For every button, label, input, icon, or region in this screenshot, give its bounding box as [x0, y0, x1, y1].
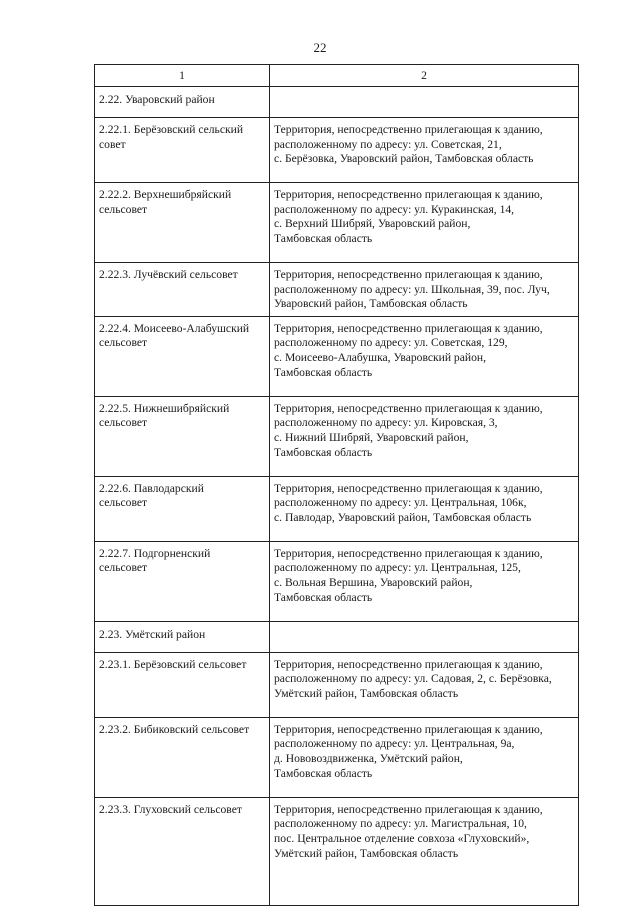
table-row	[95, 652, 579, 717]
cell-text-line: Территория, непосредственно прилегающая к зданию,	[274, 268, 543, 281]
table-row	[95, 396, 579, 476]
territory-description-cell	[270, 476, 579, 541]
municipality-cell	[95, 183, 270, 263]
cell-text-line: Уваровский район, Тамбовская область	[274, 297, 468, 311]
table-row	[95, 541, 579, 621]
territory-description-cell	[270, 316, 579, 396]
municipality-cell	[95, 118, 270, 183]
territory-description-cell	[270, 541, 579, 621]
cell-text-line: расположенному по адресу: ул. Куракинская, 14,	[274, 202, 515, 216]
table-row	[95, 263, 579, 317]
header-cell-1: 1	[95, 65, 270, 87]
cell-text-line: Территория, непосредственно прилегающая к зданию,	[274, 481, 543, 495]
table-row	[95, 183, 579, 263]
cell-text-line: 2.22.3. Лучёвский сельсовет	[99, 268, 238, 281]
cell-text-line: Территория, непосредственно прилегающая к зданию,	[274, 401, 543, 415]
table-row	[95, 316, 579, 396]
municipality-cell	[95, 87, 270, 118]
cell-text-line: с. Павлодар, Уваровский район, Тамбовская область	[274, 510, 532, 524]
cell-text-line: 2.23.2. Бибиковский сельсовет	[99, 722, 250, 736]
table-row	[95, 797, 579, 905]
municipality-cell	[95, 476, 270, 541]
cell-text-line: 2.22.2. Верхнешибряйский	[99, 188, 232, 201]
cell-text-line: Тамбовская область	[274, 445, 373, 459]
territory-description-cell	[270, 183, 579, 263]
cell-text-line: расположенному по адресу: ул. Кировская, 3,	[274, 416, 498, 430]
cell-text-line: с. Вольная Вершина, Уваровский район,	[274, 575, 473, 589]
cell-text-line: Территория, непосредственно прилегающая к зданию,	[274, 657, 543, 671]
table-row	[95, 118, 579, 183]
cell-text-line: Тамбовская область	[274, 766, 373, 780]
territory-description-cell	[270, 87, 579, 118]
cell-text-line: 2.22.1. Берёзовский сельский	[99, 123, 244, 136]
municipality-cell	[95, 621, 270, 652]
table-section-row	[95, 621, 579, 652]
cell-text-line: Территория, непосредственно прилегающая к зданию,	[274, 722, 543, 736]
cell-text-line: 2.22.5. Нижнешибряйский	[99, 401, 230, 415]
cell-text-line: Территория, непосредственно прилегающая к зданию,	[274, 123, 543, 136]
page-number: 22	[313, 40, 327, 55]
cell-text-line: расположенному по адресу: ул. Советская, 21,	[274, 137, 502, 151]
cell-text-line: Территория, непосредственно прилегающая к зданию,	[274, 802, 543, 816]
cell-text-line: Территория, непосредственно прилегающая к зданию,	[274, 188, 543, 201]
cell-text-line: совет	[99, 137, 126, 151]
cell-text-line: расположенному по адресу: ул. Центральная, 106к,	[274, 496, 527, 510]
cell-text-line: Умётский район, Тамбовская область	[274, 686, 459, 700]
cell-text-line: 2.22.6. Павлодарский	[99, 481, 204, 495]
table-row	[95, 476, 579, 541]
cell-text-line: с. Берёзовка, Уваровский район, Тамбовская область	[274, 152, 534, 166]
cell-text-line: расположенному по адресу: ул. Советская, 129,	[274, 336, 508, 350]
cell-text-line: 2.23.1. Берёзовский сельсовет	[99, 657, 247, 671]
cell-text-line: расположенному по адресу: ул. Магистральная, 10,	[274, 817, 527, 831]
territory-description-cell	[270, 396, 579, 476]
territory-description-cell	[270, 118, 579, 183]
territory-description-cell	[270, 652, 579, 717]
cell-text-line: Умётский район, Тамбовская область	[274, 846, 459, 860]
cell-text-line: Территория, непосредственно прилегающая к зданию,	[274, 546, 543, 560]
municipality-cell	[95, 652, 270, 717]
cell-text-line: сельсовет	[99, 496, 148, 510]
cell-text-line: Территория, непосредственно прилегающая к зданию,	[274, 321, 543, 335]
municipality-cell	[95, 541, 270, 621]
cell-text-line: пос. Центральное отделение совхоза «Глуховский»,	[274, 831, 530, 845]
cell-text-line: д. Нововоздвиженка, Умётский район,	[274, 751, 463, 765]
territory-description-cell	[270, 797, 579, 905]
cell-text-line: Тамбовская область	[274, 231, 373, 245]
territory-description-cell	[270, 717, 579, 797]
municipality-cell	[95, 396, 270, 476]
header-cell-2: 2	[270, 65, 579, 87]
municipality-cell	[95, 316, 270, 396]
cell-text-line: расположенному по адресу: ул. Центральная, 9а,	[274, 737, 515, 751]
municipality-cell	[95, 717, 270, 797]
table-section-row	[95, 87, 579, 118]
municipality-cell	[95, 797, 270, 905]
cell-text-line: сельсовет	[99, 202, 148, 216]
cell-text-line: расположенному по адресу: ул. Центральная, 125,	[274, 561, 521, 575]
territory-description-cell	[270, 263, 579, 317]
cell-text-line: 2.23.3. Глуховский сельсовет	[99, 802, 242, 816]
table-row	[95, 717, 579, 797]
cell-text-line: Тамбовская область	[274, 365, 373, 379]
cell-text-line: с. Моисеево-Алабушка, Уваровский район,	[274, 350, 486, 364]
cell-text-line: расположенному по адресу: ул. Школьная, 39, пос. Луч,	[274, 282, 550, 296]
cell-text-line: сельсовет	[99, 336, 148, 350]
cell-text-line: с. Нижний Шибряй, Уваровский район,	[274, 430, 469, 444]
cell-text-line: 2.22.7. Подгорненский	[99, 546, 211, 560]
territory-description-cell	[270, 621, 579, 652]
cell-text-line: сельсовет	[99, 416, 148, 430]
cell-text-line: Тамбовская область	[274, 590, 373, 604]
municipality-cell	[95, 263, 270, 317]
cell-text-line: 2.22.4. Моисеево-Алабушский	[99, 321, 250, 335]
cell-text-line: расположенному по адресу: ул. Садовая, 2, с. Берёзовка,	[274, 672, 552, 686]
document-table	[94, 64, 579, 906]
table-header-row	[95, 65, 579, 87]
cell-text-line: 2.23. Умётский район	[99, 627, 206, 641]
cell-text-line: с. Верхний Шибряй, Уваровский район,	[274, 217, 471, 231]
cell-text-line: 2.22. Уваровский район	[99, 93, 215, 106]
cell-text-line: сельсовет	[99, 561, 148, 575]
